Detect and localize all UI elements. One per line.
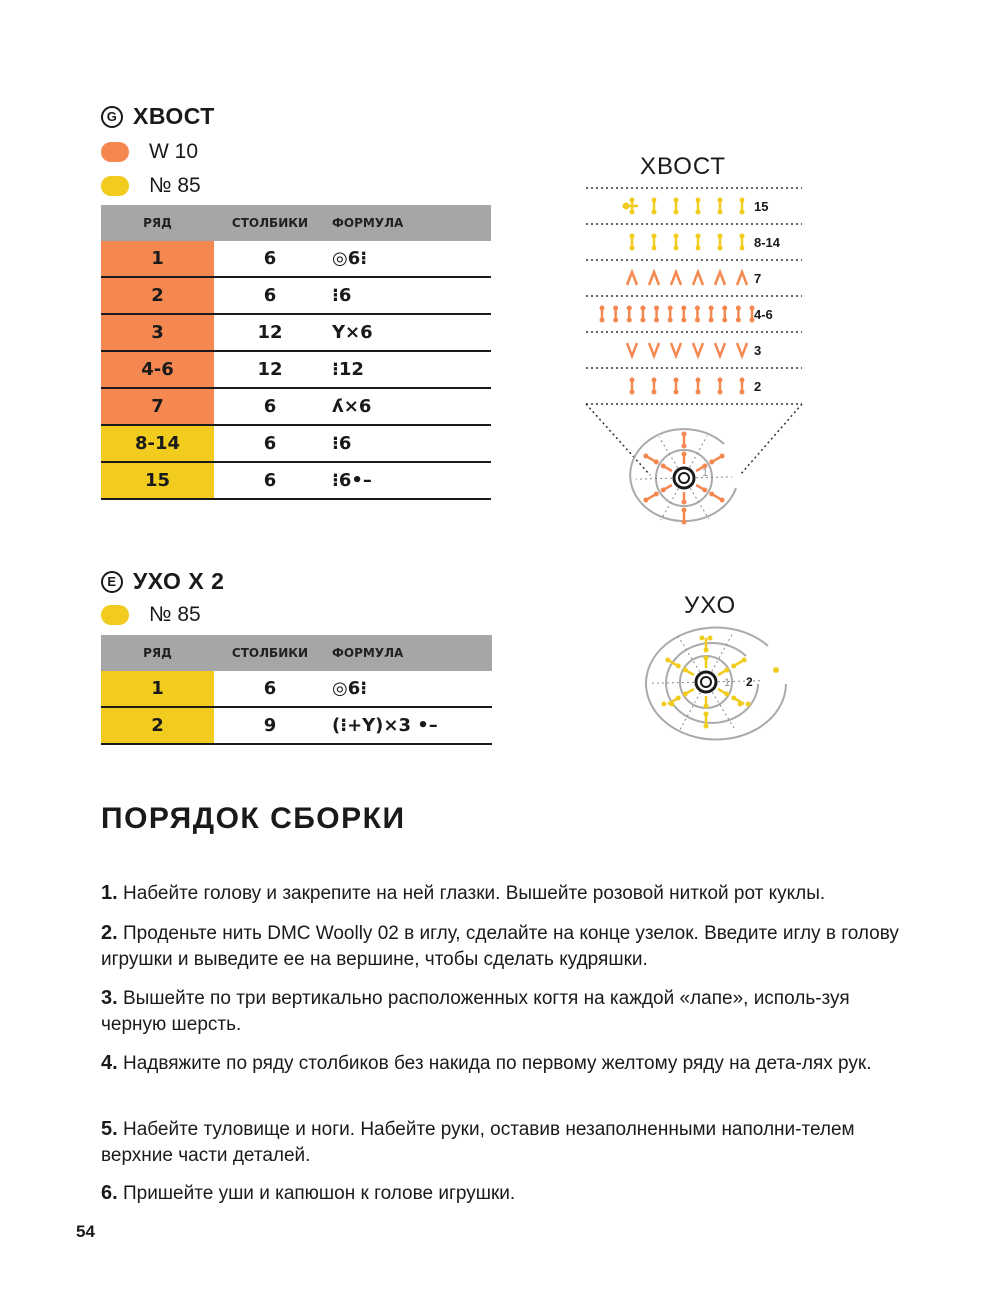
stitch-mark [671,272,681,285]
stitch-mark [643,454,648,459]
stitch-mark [627,272,637,285]
stitch-mark [668,318,673,323]
stitch-mark [709,492,714,497]
stitch-mark [682,444,687,449]
formula-cell: ◎6⁝ [326,241,491,277]
stitch-mark [704,724,709,729]
stitch-mark [708,636,713,641]
tail-diagram-title: ХВОСТ [640,153,727,180]
stitch-count-cell: 6 [214,671,326,707]
stitch-mark [613,306,618,311]
step-text: Надвяжите по ряду столбиков без накида по первому желтому ряду на дета-лях рук. [122,1053,872,1074]
row-label: 15 [754,199,769,214]
step-text: Набейте голову и закрепите на ней глазки. Вышейте розовой ниткой рот куклы. [122,883,826,904]
tail-yarn-list [101,135,201,203]
stitch-mark [731,696,736,701]
stitch-mark [696,390,701,395]
stitch-mark [643,498,648,503]
stitch-mark [630,390,635,395]
round-label: 2 [746,675,753,689]
stitch-mark [704,704,709,709]
magic-ring [701,677,711,687]
stitch-mark [704,648,709,653]
assembly-step [101,985,911,1038]
stitch-mark [683,668,688,673]
stitch-mark [661,488,666,493]
ear-title: УХО Х 2 [133,568,225,594]
stitch-count-cell: 6 [214,388,326,425]
stitch-mark [652,246,657,251]
ear-pattern-table [101,635,492,745]
header-formula: ФОРМУЛА [326,205,491,241]
stitch-mark [746,702,751,707]
table-row [101,351,491,388]
stitch-mark [740,390,745,395]
step-number: 3. [101,987,118,1009]
round-guide [679,693,700,732]
stitch-count-cell: 6 [214,241,326,277]
slip-stitch-mark [773,667,779,673]
assembly-step [101,1180,911,1207]
stitch-mark [695,318,700,323]
stitch-mark [696,210,701,215]
stitch-mark [693,343,703,356]
stitch-mark [627,306,632,311]
stitch-mark [722,318,727,323]
stitch-mark [640,318,645,323]
stitch-mark [674,234,679,239]
assembly-step [101,1116,911,1169]
stitch-mark [674,378,679,383]
round-label: 1 [702,467,709,479]
header-stitches: СТОЛБИКИ [214,205,326,241]
stitch-mark [630,210,635,215]
formula-cell: ⁝12 [326,351,491,388]
ear-heading [101,568,224,595]
page-number: 54 [76,1222,95,1241]
table-header-row [101,635,492,671]
stitch-mark [720,454,725,459]
table-row [101,707,492,744]
stitch-mark [682,452,687,457]
stitch-mark [654,460,659,465]
stitch-mark [674,210,679,215]
header-stitches: СТОЛБИКИ [214,635,326,671]
stitch-mark [654,318,659,323]
stitch-mark [640,306,645,311]
stitch-mark [709,306,714,311]
stitch-mark [718,390,723,395]
stitch-mark [715,272,725,285]
stitch-count-cell: 6 [214,277,326,314]
stitch-mark [731,664,736,669]
ear-yarn-list [101,598,201,632]
yarn-color-swatch [101,605,129,625]
assembly-title: ПОРЯДОК СБОРКИ [101,802,406,835]
stitch-mark [674,390,679,395]
tail-diagram [580,180,820,525]
stitch-mark [737,343,747,356]
round-guide [712,633,733,672]
table-row [101,314,491,351]
ear-badge: E [101,571,123,593]
stitch-mark [676,664,681,669]
formula-cell: ◎6⁝ [326,671,492,707]
formula-cell: ʎ×6 [326,388,491,425]
stitch-mark [718,378,723,383]
stitch-mark [630,234,635,239]
stitch-mark [654,306,659,311]
funnel-line [740,404,802,475]
header-row: РЯД [101,635,214,671]
yarn-color-swatch [101,176,129,196]
formula-cell: ⁝6 [326,277,491,314]
stitch-mark [722,306,727,311]
stitch-mark [696,246,701,251]
stitch-mark [724,692,729,697]
stitch-mark [652,378,657,383]
table-header-row [101,205,491,241]
stitch-mark [740,234,745,239]
stitch-mark [649,343,659,356]
stitch-mark [740,246,745,251]
stitch-mark [682,500,687,505]
row-label: 4-6 [754,307,773,322]
assembly-step [101,920,911,973]
stitch-mark [668,306,673,311]
stitch-count-cell: 6 [214,462,326,499]
funnel-line [586,404,650,475]
formula-cell: Y×6 [326,314,491,351]
table-row [101,671,492,707]
stitch-mark [630,378,635,383]
step-number: 4. [101,1052,118,1074]
stitch-count-cell: 9 [214,707,326,744]
stitch-mark [652,198,657,203]
magic-ring [696,672,716,692]
stitch-count-cell: 6 [214,425,326,462]
formula-cell: ⁝6 [326,425,491,462]
tail-heading [101,103,215,130]
stitch-mark [669,702,674,707]
step-text: Пришейте уши и капюшон к голове игрушки. [122,1183,516,1204]
stitch-mark [613,318,618,323]
step-number: 1. [101,882,118,904]
table-row [101,277,491,314]
row-label: 8-14 [754,235,781,250]
stitch-mark [700,636,705,641]
row-number-cell: 4-6 [101,351,214,388]
stitch-mark [709,460,714,465]
yarn-item [101,169,201,203]
yarn-label: № 85 [149,174,201,197]
step-text: Проденьте нить DMC Woolly 02 в иглу, сделайте на конце узелок. Введите иглу в голову игрушки и выведите ее на вершине, чтобы сделать кудряшки. [101,923,899,970]
stitch-mark [600,306,605,311]
stitch-mark [681,318,686,323]
header-row: РЯД [101,205,214,241]
stitch-mark [652,210,657,215]
stitch-mark [718,210,723,215]
stitch-mark [740,198,745,203]
stitch-mark [630,246,635,251]
row-number-cell: 8-14 [101,425,214,462]
tail-pattern-table [101,205,491,500]
stitch-count-cell: 12 [214,351,326,388]
stitch-mark [715,343,725,356]
stitch-mark [718,234,723,239]
stitch-mark [682,432,687,437]
stitch-mark [654,492,659,497]
stitch-mark [649,272,659,285]
stitch-mark [696,378,701,383]
stitch-mark [718,246,723,251]
stitch-mark [652,234,657,239]
stitch-mark [737,272,747,285]
magic-ring [679,473,689,483]
row-number-cell: 2 [101,277,214,314]
step-number: 6. [101,1182,118,1204]
ear-diagram-title: УХО [684,592,737,619]
stitch-mark [671,343,681,356]
assembly-step [101,880,911,907]
formula-cell: (⁝+Y)×3 •– [326,707,492,744]
table-row [101,388,491,425]
stitch-mark [600,318,605,323]
row-label: 2 [754,379,762,394]
table-row [101,425,491,462]
header-formula: ФОРМУЛА [326,635,492,671]
step-number: 2. [101,922,118,944]
stitch-mark [736,306,741,311]
stitch-mark [704,656,709,661]
stitch-mark [661,702,666,707]
round-guide [636,478,672,479]
stitch-mark [652,390,657,395]
assembly-step [101,1050,911,1077]
stitch-mark [683,692,688,697]
row-label: 3 [754,343,762,358]
stitch-mark [682,520,687,525]
stitch-mark [627,343,637,356]
stitch-mark [665,658,670,663]
table-row [101,462,491,499]
yarn-item [101,135,201,169]
stitch-mark [738,702,743,707]
stitch-mark [718,198,723,203]
table-row [101,241,491,277]
yarn-color-swatch [101,142,129,162]
row-number-cell: 1 [101,671,214,707]
step-text: Вышейте по три вертикально расположенных когтя на каждой «лапе», исполь-зуя черную шерсть. [101,988,850,1035]
step-number: 5. [101,1118,118,1140]
stitch-mark [740,210,745,215]
stitch-mark [704,712,709,717]
stitch-mark [736,318,741,323]
tail-title: ХВОСТ [133,103,215,129]
stitch-mark [724,668,729,673]
stitch-mark [709,318,714,323]
round-guide [650,682,694,683]
row-number-cell: 7 [101,388,214,425]
row-label: 7 [754,271,762,286]
stitch-mark [627,318,632,323]
round-label: 1 [724,677,731,689]
stitch-count-cell: 12 [214,314,326,351]
yarn-item [101,598,201,632]
row-number-cell: 2 [101,707,214,744]
ear-diagram [640,620,800,750]
row-number-cell: 1 [101,241,214,277]
stitch-mark [676,696,681,701]
stitch-mark [695,306,700,311]
stitch-mark [693,272,703,285]
stitch-mark [740,378,745,383]
stitch-mark [720,498,725,503]
row-number-cell: 3 [101,314,214,351]
stitch-mark [696,198,701,203]
row-number-cell: 15 [101,462,214,499]
stitch-mark [696,234,701,239]
stitch-mark [674,198,679,203]
yarn-label: W 10 [149,140,199,163]
stitch-mark [661,464,666,469]
stitch-mark [681,306,686,311]
yarn-label: № 85 [149,603,201,626]
magic-ring [674,468,694,488]
slip-stitch-mark [623,203,630,210]
formula-cell: ⁝6•– [326,462,491,499]
stitch-mark [630,198,635,203]
stitch-mark [702,488,707,493]
tail-badge: G [101,106,123,128]
stitch-mark [682,508,687,513]
stitch-mark [742,658,747,663]
stitch-mark [674,246,679,251]
step-text: Набейте туловище и ноги. Набейте руки, оставив незаполненными наполни-телем верхние части деталей. [101,1119,855,1166]
